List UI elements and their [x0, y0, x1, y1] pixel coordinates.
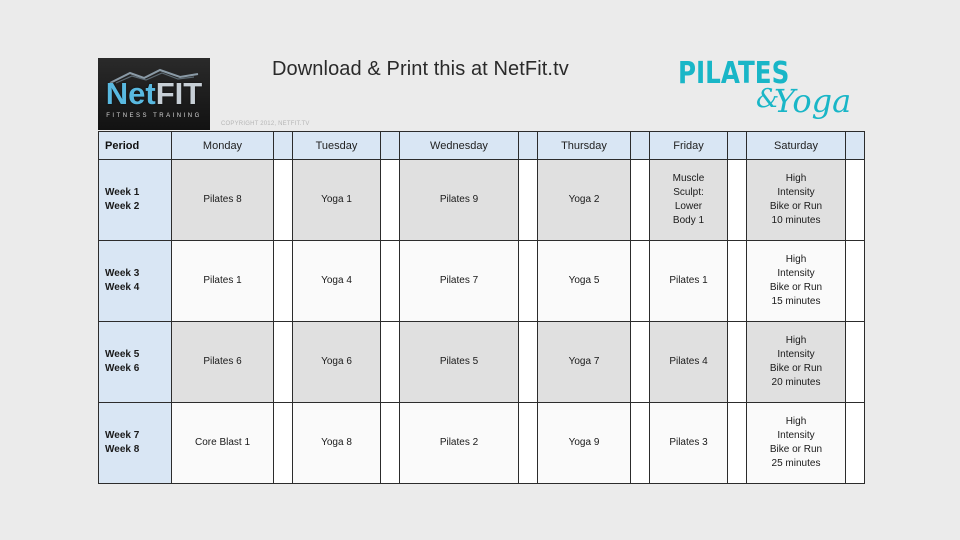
workout-text: Bike or Run: [769, 201, 823, 212]
column-header-period: Period: [99, 132, 172, 160]
week-label: Week 8: [105, 444, 140, 455]
spacer-cell: [728, 241, 747, 322]
workout-text: Pilates 1: [203, 275, 242, 286]
schedule-row: [99, 322, 865, 403]
workout-text: Yoga 5: [568, 275, 600, 286]
period-cell: [99, 403, 172, 484]
workout-text: Bike or Run: [769, 444, 823, 455]
schedule-row: [99, 403, 865, 484]
workout-cell-saturday: [747, 160, 846, 241]
workout-cell-thursday: [538, 241, 631, 322]
spacer-cell: [381, 241, 400, 322]
workout-cell-friday: [650, 160, 728, 241]
week-label: Week 3: [105, 268, 140, 279]
spacer-cell: [381, 160, 400, 241]
workout-cell-monday: [172, 241, 274, 322]
workout-text: Yoga 8: [321, 437, 352, 448]
spacer-column: [846, 132, 865, 160]
netfit-logo: [98, 58, 210, 130]
workout-text: Pilates 4: [669, 356, 708, 367]
spacer-column: [274, 132, 293, 160]
spacer-cell: [381, 322, 400, 403]
workout-schedule-table: [98, 131, 865, 484]
week-label: Week 6: [105, 363, 140, 374]
copyright-notice: COPYRIGHT 2012, NETFIT.TV: [221, 121, 310, 127]
workout-text: Intensity: [777, 430, 815, 441]
workout-text: Yoga 9: [568, 437, 600, 448]
spacer-cell: [519, 322, 538, 403]
workout-cell-saturday: [747, 241, 846, 322]
workout-text: Yoga 4: [321, 275, 352, 286]
spacer-cell: [728, 160, 747, 241]
workout-cell-wednesday: [400, 322, 519, 403]
workout-text: Sculpt:: [673, 187, 704, 198]
spacer-cell: [519, 160, 538, 241]
week-label: Week 4: [105, 282, 140, 293]
workout-cell-monday: [172, 403, 274, 484]
brand-prefix: Net: [105, 76, 156, 111]
workout-text: Core Blast 1: [194, 437, 251, 448]
workout-cell-saturday: [747, 403, 846, 484]
column-header-thursday: Thursday: [538, 132, 631, 160]
workout-text: Pilates 1: [669, 275, 708, 286]
workout-cell-tuesday: [293, 160, 381, 241]
workout-text: Yoga 6: [321, 356, 352, 367]
workout-text: High: [785, 416, 807, 427]
workout-text: Bike or Run: [769, 363, 823, 374]
spacer-cell: [631, 241, 650, 322]
spacer-cell: [274, 241, 293, 322]
spacer-cell: [631, 160, 650, 241]
workout-text: 25 minutes: [771, 458, 821, 469]
spacer-cell: [274, 160, 293, 241]
workout-cell-tuesday: [293, 322, 381, 403]
brand-tagline: FITNESS TRAINING: [106, 113, 202, 119]
workout-text: Yoga 1: [321, 194, 352, 205]
page-headline: Download & Print this at NetFit.tv: [272, 58, 569, 80]
workout-text: Intensity: [777, 268, 815, 279]
week-label: Week 1: [105, 187, 140, 198]
workout-cell-wednesday: [400, 241, 519, 322]
column-header-monday: Monday: [172, 132, 274, 160]
workout-text: Pilates 2: [439, 437, 479, 448]
program-logo-ampersand: &: [756, 84, 780, 114]
spacer-cell: [846, 322, 865, 403]
workout-cell-friday: [650, 241, 728, 322]
spacer-cell: [846, 403, 865, 484]
workout-text: Yoga 7: [568, 356, 600, 367]
column-header-friday: Friday: [650, 132, 728, 160]
workout-text: 10 minutes: [771, 215, 821, 226]
workout-text: 20 minutes: [771, 377, 821, 388]
workout-text: Yoga 2: [568, 194, 600, 205]
spacer-cell: [381, 403, 400, 484]
spacer-cell: [846, 241, 865, 322]
program-logo-pilates: PILATES: [678, 56, 790, 91]
brand-suffix: FIT: [155, 76, 203, 111]
workout-text: Lower: [674, 201, 703, 212]
workout-cell-friday: [650, 322, 728, 403]
spacer-column: [728, 132, 747, 160]
spacer-cell: [631, 403, 650, 484]
workout-cell-friday: [650, 403, 728, 484]
workout-cell-thursday: [538, 322, 631, 403]
workout-text: Bike or Run: [769, 282, 823, 293]
workout-cell-monday: [172, 160, 274, 241]
workout-cell-thursday: [538, 403, 631, 484]
period-cell: [99, 322, 172, 403]
header-row: [99, 132, 865, 160]
workout-text: Pilates 6: [203, 356, 242, 367]
workout-text: Body 1: [672, 215, 705, 226]
workout-text: High: [785, 254, 807, 265]
brand-wordmark: [102, 78, 206, 110]
spacer-cell: [274, 403, 293, 484]
workout-text: Pilates 7: [439, 275, 479, 286]
spacer-cell: [519, 241, 538, 322]
workout-cell-tuesday: [293, 403, 381, 484]
workout-cell-wednesday: [400, 403, 519, 484]
period-cell: [99, 241, 172, 322]
spacer-cell: [519, 403, 538, 484]
workout-text: 15 minutes: [771, 296, 821, 307]
workout-cell-saturday: [747, 322, 846, 403]
spacer-cell: [846, 160, 865, 241]
spacer-cell: [728, 322, 747, 403]
week-label: Week 5: [105, 349, 140, 360]
spacer-column: [381, 132, 400, 160]
workout-cell-monday: [172, 322, 274, 403]
workout-cell-tuesday: [293, 241, 381, 322]
program-logo-yoga: Yoga: [774, 82, 852, 120]
column-header-saturday: Saturday: [747, 132, 846, 160]
spacer-cell: [631, 322, 650, 403]
workout-text: Intensity: [777, 349, 815, 360]
spacer-cell: [728, 403, 747, 484]
week-label: Week 7: [105, 430, 140, 441]
workout-text: High: [785, 335, 807, 346]
week-label: Week 2: [105, 201, 140, 212]
schedule-row: [99, 241, 865, 322]
workout-cell-wednesday: [400, 160, 519, 241]
column-header-tuesday: Tuesday: [293, 132, 381, 160]
column-header-wednesday: Wednesday: [400, 132, 519, 160]
workout-text: Pilates 8: [203, 194, 242, 205]
workout-text: Muscle: [672, 173, 705, 184]
workout-text: Pilates 5: [439, 356, 479, 367]
workout-cell-thursday: [538, 160, 631, 241]
workout-text: Pilates 3: [669, 437, 708, 448]
spacer-cell: [274, 322, 293, 403]
workout-text: High: [785, 173, 807, 184]
spacer-column: [519, 132, 538, 160]
period-cell: [99, 160, 172, 241]
workout-text: Pilates 9: [439, 194, 479, 205]
workout-text: Intensity: [777, 187, 815, 198]
schedule-row: [99, 160, 865, 241]
spacer-column: [631, 132, 650, 160]
